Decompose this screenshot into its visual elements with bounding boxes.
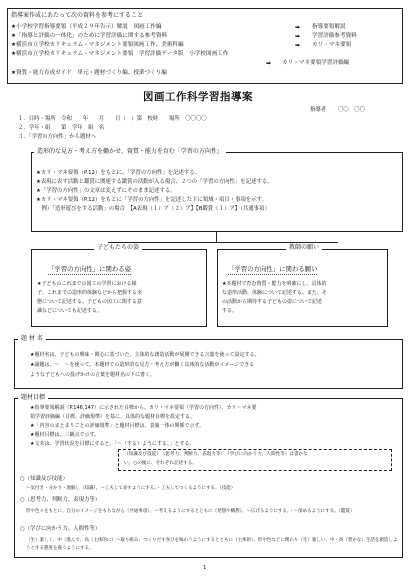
goal-section-head: ○（学びに向かう力、人間性等） <box>20 526 101 532</box>
plan-line-date: １．日時・場所 令和 年 月 日（ ）第 校時 場所 〇〇〇〇 <box>18 116 207 122</box>
direction-line: ★カリ・マネ要領（P.12）をもとに、「学習の方向性」を記述する。 <box>36 170 201 176</box>
reference-note: 学習評価参考資料 <box>312 33 357 39</box>
reference-item: ★小学校学習指導要領（平成２９年告示）解説 図画工作編 <box>11 24 162 30</box>
goals-tab: 題材目標 <box>18 395 48 401</box>
teacher-line: する。 <box>222 308 238 314</box>
material-tab: 題 材 名 <box>18 336 46 342</box>
arrow-right-icon: ➡ <box>295 42 301 49</box>
children-line: 子、これまでの造形的体験などから把握する実 <box>37 290 143 296</box>
arrow-right-icon: ➡ <box>295 24 301 31</box>
children-line: 態について記述する。子どもの図工に関する意 <box>37 299 142 305</box>
children-heading: 「学習の方向性」に関わる姿 <box>48 265 132 273</box>
reference-item: ★横浜市立学校カリキュラム・マネジメント要領 学習評価データ版 小学校図画工作 <box>11 51 229 57</box>
goal-section-head: ○（思考力、判断力、表現力等） <box>20 497 101 503</box>
direction-label: 造形的な見方・考え方を働かせ、資質・能力を育む「学習の方向性」 <box>34 149 226 155</box>
plan-line-direction: ３．「学習の方向性」から題材へ <box>18 134 97 140</box>
page-title: 図画工作科学習指導案 <box>143 91 253 103</box>
references-heading: 指導案作成にあたって次の資料を参考にすること <box>11 12 144 19</box>
teacher-line: ★本題材で育む資質・能力を明確にし、具体的 <box>222 281 327 287</box>
children-tab: 子どもたちの姿 <box>94 245 142 251</box>
teacher-heading: 「学習の方向性」に関わる願い <box>228 265 318 273</box>
reference-note: カリ・マネ要領 <box>312 42 352 48</box>
goals-note-line: い。○の後に、それぞれ記述する。 <box>124 461 197 466</box>
teacher-line: の活動から期待する子どもの姿について記述 <box>222 299 322 305</box>
connector-line <box>108 242 338 243</box>
goals-line: 領学習評価編（目標、評価規準）を基に、具体的な題材目標を設定する。 <box>30 414 196 420</box>
material-line: ような子どもへの投げかけの言葉を題材名の下に書く。 <box>30 372 155 378</box>
goals-box <box>14 398 403 558</box>
children-line: 識などについても記述する。 <box>37 308 102 314</box>
goals-note-line: （知識及び技能） （思考力、判断力、表現力等） （学びに向かう力、人間性等）は書かな <box>124 452 308 457</box>
goal-section-body: （生）楽しく、中（進んで、高（主体的に）～取り組み、つくりだす喜びを味わうようにするとともに（主体的）、形や色などに関わり（生）楽しい、中・高（豊かな）生活を創造しようとする態度を養うようにする。 <box>26 538 398 551</box>
goal-section-body: ～気付き・分かり・理解し（知識）、～工夫して表すようにする。・工夫してつくるようにする。（技能） <box>26 486 236 491</box>
teacher-tab: 教師の願い <box>286 245 322 251</box>
teacher-line: な造形活動、体験について記述する。また、そ <box>222 290 327 296</box>
reference-note: カリ・マネ要領学習評価編 <box>282 60 350 66</box>
instructor-name: 〇〇 〇〇 <box>338 107 365 113</box>
direction-line: ★「学習の方向性」の文章は変えずにそのまま記述する。 <box>36 188 176 194</box>
arrow-right-icon: ➡ <box>266 60 272 67</box>
children-line: ★子どものこれまでの図工の学習における様 <box>37 281 137 287</box>
plan-line-grade: ２．学年・組 第 学年 組 名 <box>18 125 105 131</box>
goals-line: ★指導要領解説（P.146,147）に示された目標から、カリ・マネ要領（学習の方向性）、カリ・マネ要 <box>30 405 257 411</box>
goal-section-body: 形や色々をもとに、自分のイメージをもちながら（共通事項）、～考えるようにするとともに（発想や構想）、～広げるようにする。・～深めるようにする。（鑑賞） <box>26 509 355 514</box>
page-number: 1 <box>203 565 207 571</box>
goals-line: ★「内容のまとまりごとの評価規準」と題材目標は、表裏一体の関係で示す。 <box>30 423 205 429</box>
material-line: ★副題は、～ ～を使って、本題材での造形的な見方・考え方が働く具体的な活動がイメージできる <box>30 362 255 368</box>
goal-section-head: ○（知識及び技能） <box>20 476 68 482</box>
arrow-right-icon: ➡ <box>295 33 301 40</box>
reference-item: ★資質・能力育成ガイド 単元・題材づくり編、授業づくり編 <box>11 70 167 76</box>
reference-item: ★横浜市立学校カリキュラム・マネジメント要領図画工作、美術科編 <box>11 42 184 48</box>
material-line: ★題材名は、子どもの興味・関心に基づいた、主体的な創造活動が展開できる言葉を使って設定する。 <box>30 352 260 358</box>
direction-line: 例）「造形遊びをする活動」の場合 【A表現（１）ア（２）ア】【B鑑賞（１）ア】（共通事項） <box>36 206 270 212</box>
direction-line: ★カリ・マネ要領（P.12）をもとに「学習の方向性」を記述した下に領域・項目・事項を示す。 <box>36 197 268 203</box>
instructor-label: 指導者 <box>310 107 327 113</box>
reference-note: 指導要領解説 <box>312 24 346 30</box>
goals-line: ★文末は、学習状況を目標にすると、「～（する）ようにする。」とする。 <box>30 441 195 447</box>
reference-item: ★「指導と評価の一体化」のために学習評価に関する参考資料 <box>11 33 168 39</box>
goals-line: ★題材目標は、三観点で示す。 <box>30 432 100 438</box>
children-box <box>31 249 207 327</box>
connector-line <box>216 232 217 242</box>
teacher-box <box>217 249 388 327</box>
direction-line: ★表現に表す活動と鑑賞に関連する鑑賞の活動が入る場合、２つの「学習の方向性」を記述する。 <box>36 179 273 185</box>
